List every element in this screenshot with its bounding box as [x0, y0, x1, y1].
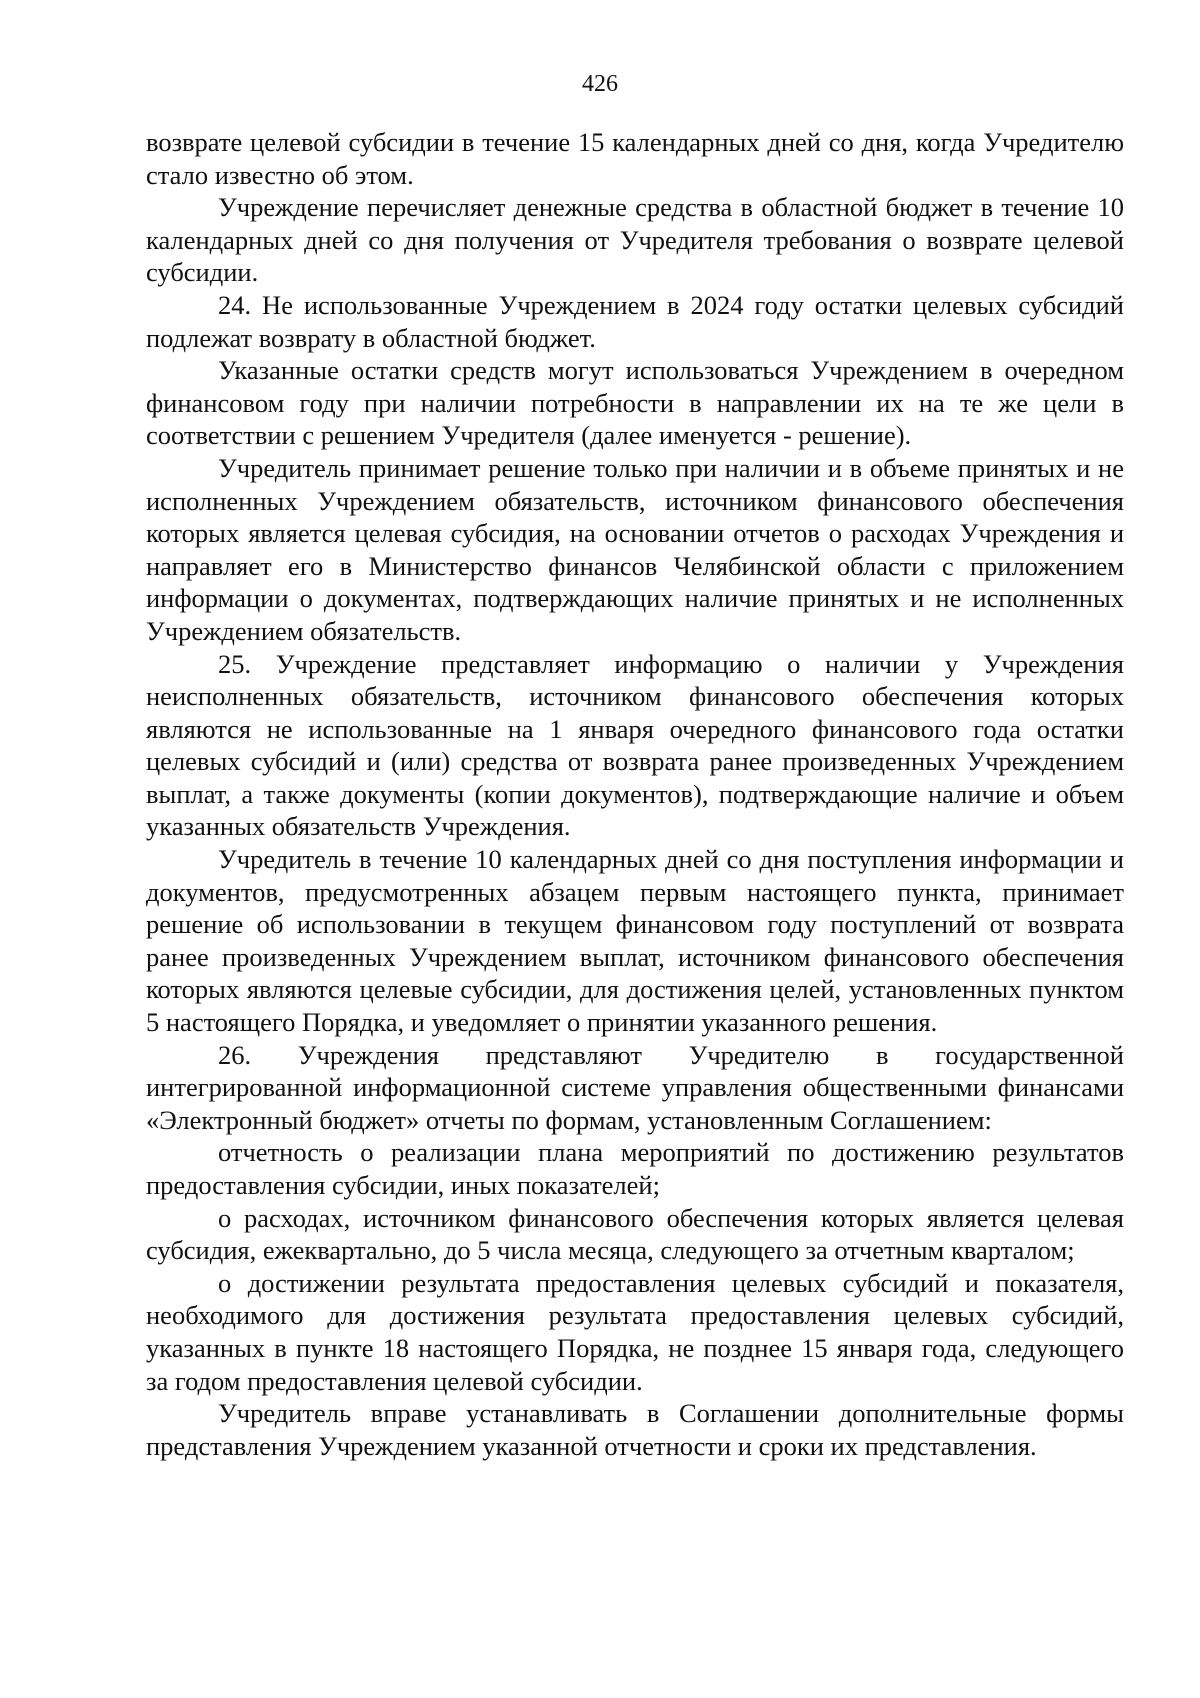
paragraph-continuation: возврате целевой субсидии в течение 15 календарных дней со дня, когда Учредителю стало известно об этом.: [146, 127, 1124, 190]
paragraph-item-24: 24. Не использованные Учреждением в 2024 году остатки целевых субсидий подлежат возврату в областной бюджет.: [146, 289, 1124, 353]
paragraph-report-results: о достижении результата предоставления целевых субсидий и показателя, необходимого для достижения результата предоставления целевых субсидий, указанных в пункте 18 настоящего Порядка, не позднее 15 января года, следующего за годом предоставления целевой субсидии.: [146, 1267, 1124, 1396]
paragraph-founder-review: Учредитель в течение 10 календарных дней со дня поступления информации и документов, предусмотренных абзацем первым настоящего пункта, принимает решение об использовании в текущем финансовом году поступлений от возврата ранее произведенных Учреждением выплат, источником финансового обеспечения которых являются целевые субсидии, для достижения целей, установленных пунктом 5 настоящего Порядка, и уведомляет о принятии указанного решения.: [146, 844, 1124, 1038]
paragraph-refund-transfer: Учреждение перечисляет денежные средства в областной бюджет в течение 10 календарных дней со дня получения от Учредителя требования о возврате целевой субсидии.: [146, 192, 1124, 288]
paragraph-report-plan: отчетность о реализации плана мероприятий по достижению результатов предоставления субсидии, иных показателей;: [146, 1137, 1124, 1200]
page-number: 426: [582, 71, 618, 97]
paragraph-report-expenses: о расходах, источником финансового обеспечения которых является целевая субсидия, ежеквартально, до 5 числа месяца, следующего за отчетным кварталом;: [146, 1202, 1124, 1266]
document-body: [146, 126, 1124, 1462]
paragraph-remaining-funds: Указанные остатки средств могут использоваться Учреждением в очередном финансовом году при наличии потребности в направлении их на те же цели в соответствии с решением Учредителя (далее именуется - решение).: [146, 355, 1124, 451]
paragraph-item-25: 25. Учреждение представляет информацию о наличии у Учреждения неисполненных обязательств, источником финансового обеспечения которых являются не использованные на 1 января очередного финансового года остатки целевых субсидий и (или) средства от возврата ранее произведенных Учреждением выплат, а также документы (копии документов), подтверждающие наличие и объем указанных обязательств Учреждения.: [146, 648, 1124, 842]
paragraph-additional-forms: Учредитель вправе устанавливать в Соглашении дополнительные формы представления Учреждением указанной отчетности и сроки их представления.: [146, 1398, 1124, 1461]
paragraph-item-26: 26. Учреждения представляют Учредителю в государственной интегрированной информационной системе управления общественными финансами «Электронный бюджет» отчеты по формам, установленным Соглашением:: [146, 1039, 1124, 1135]
paragraph-founder-decision: Учредитель принимает решение только при наличии и в объеме принятых и не исполненных Учреждением обязательств, источником финансового обеспечения которых является целевая субсидия, на основании отчетов о расходах Учреждения и направляет его в Министерство финансов Челябинской области с приложением информации о документах, подтверждающих наличие принятых и не исполненных Учреждением обязательств.: [146, 452, 1124, 646]
